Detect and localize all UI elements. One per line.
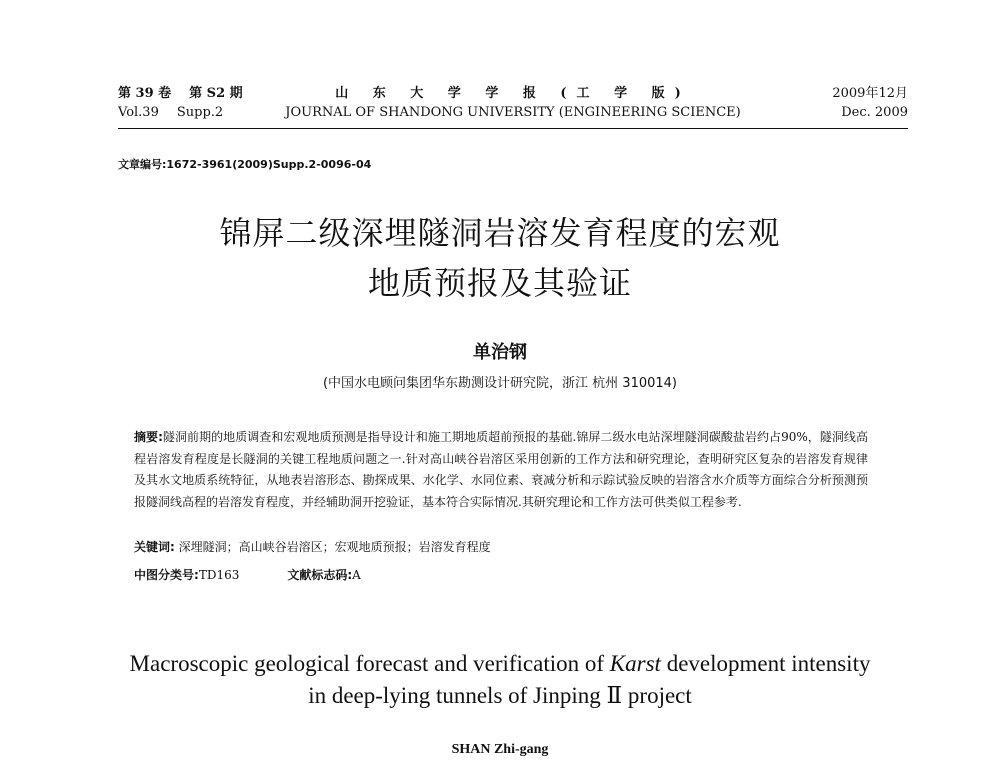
abstract-text: 隧洞前期的地质调查和宏观地质预测是指导设计和施工期地质超前预报的基础.锦屏二级水电站深埋隧洞碳酸盐岩约占90%，隧洞线高程岩溶发育程度是长隧洞的关键工程地质问题之一.针对高山峡谷岩溶区采用创新的工作方法和研究理论，查明研究区复杂的岩溶发育规律及其水文地质系统特征，从地表岩溶形态、勘探成果、水化学、水同位素、衰减分析和示踪试验反映的岩溶含水介质等方面综合分析预测预报隧洞线高程的岩溶发育程度，并经辅助洞开挖验证，基本符合实际情况.其研究理论和工作方法可供类似工程参考. xyxy=(134,430,868,509)
clc-value: TD163 xyxy=(198,568,240,582)
abstract xyxy=(134,427,868,513)
issue-cn: 第 S2 期 xyxy=(189,86,243,101)
doc-code-label: 文献标志码: xyxy=(287,568,353,582)
keywords-text: 深埋隧洞；高山峡谷岩溶区；宏观地质预报；岩溶发育程度 xyxy=(178,540,491,554)
journal-name xyxy=(118,84,908,122)
header-rule xyxy=(118,128,908,129)
title-cn xyxy=(0,208,1000,308)
abstract-label: 摘要: xyxy=(134,430,163,444)
title-cn-line2: 地质预报及其验证 xyxy=(367,264,632,302)
title-en-italic: Karst xyxy=(609,651,661,676)
doc-code-value: A xyxy=(352,568,361,582)
article-number: 文章编号:1672-3961(2009)Supp.2-0096-04 xyxy=(118,158,372,171)
date-en: Dec. 2009 xyxy=(841,105,908,120)
title-en xyxy=(0,648,1000,712)
publication-date xyxy=(832,84,908,122)
volume-en: Vol.39 xyxy=(118,105,159,120)
clc-label: 中图分类号: xyxy=(134,568,199,582)
title-en-line2: in deep-lying tunnels of Jinping Ⅱ project xyxy=(308,683,692,708)
issue-en: Supp.2 xyxy=(176,105,224,120)
author-cn: 单治钢 xyxy=(473,342,527,363)
affiliation-cn: (中国水电顾问集团华东勘测设计研究院，浙江 杭州 310014) xyxy=(322,376,678,391)
title-en-line1: Macroscopic geological forecast and verification of Karst development intensity xyxy=(129,651,871,676)
journal-name-cn: 山 东 大 学 学 报 (工 学 版) xyxy=(335,86,691,101)
classification xyxy=(134,566,868,583)
volume-cn: 第 39 卷 xyxy=(118,86,172,101)
date-cn: 2009年12月 xyxy=(832,86,908,101)
author-en: SHAN Zhi-gang xyxy=(451,742,549,757)
keywords-label: 关键词: xyxy=(134,540,175,554)
keywords xyxy=(134,538,868,555)
title-cn-line1: 锦屏二级深埋隧洞岩溶发育程度的宏观 xyxy=(219,214,781,252)
journal-header xyxy=(118,78,908,130)
journal-name-en: JOURNAL OF SHANDONG UNIVERSITY (ENGINEERING SCIENCE) xyxy=(285,105,741,120)
